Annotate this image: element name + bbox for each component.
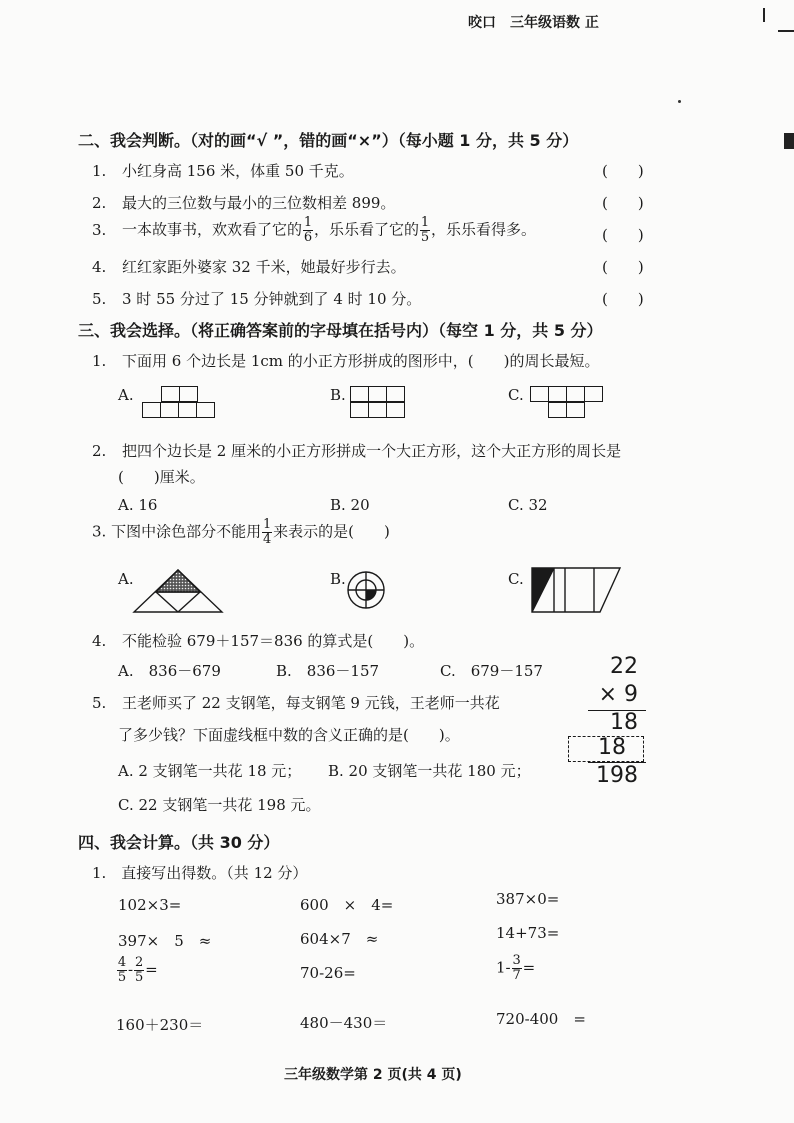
option-b: B. 20 [330,496,370,514]
scan-dot [678,100,681,103]
fraction: $\frac{2}{5}$ [134,955,144,985]
calc-item: 14+73= [496,924,560,942]
calc-multiplier: × 9 [598,682,638,707]
section2-title: 二、我会判断。（对的画“√ ”，错的画“×”）（每小题 1 分，共 5 分） [78,131,579,150]
circle-figure-b [346,570,386,610]
calc-item: 387×0= [496,890,560,908]
calc-item: 70-26= [300,964,356,982]
calc-item: 397× 5 ≈ [118,932,212,950]
calc-result: 198 [596,763,638,788]
section3-title: 三、我会选择。（将正确答案前的字母填在括号内）（每空 1 分，共 5 分） [78,321,603,340]
scan-mark [763,8,765,22]
judge-item-2: 2. 最大的三位数与最小的三位数相差 899。 [92,194,396,212]
option-b-label: B. [330,386,346,404]
scan-mark [778,30,794,32]
option-a-label: A. [118,570,134,588]
calc-item: 604×7 ≈ [300,930,379,948]
calc-item: 160＋230＝ [116,1016,204,1034]
option-c: C. 679－157 [440,662,543,680]
calc-item: 720-400 = [496,1010,586,1028]
choice-q2: 2. 把四个边长是 2 厘米的小正方形拼成一个大正方形，这个大正方形的周长是 [92,442,622,460]
option-a-label: A. [118,386,134,404]
calc-item: 480－430＝ [300,1014,388,1032]
option-c-label: C. [508,386,524,404]
shape-c-six-squares [530,386,610,420]
fraction: $\frac{3}{7}$ [512,953,521,983]
scan-mark [784,133,794,149]
calc-item-fraction: $\frac{4}{5}$ - $\frac{2}{5}$ = [117,955,158,985]
judge-item-4: 4. 红红家距外婆家 32 千米，她最好步行去。 [92,258,406,276]
choice-q4: 4. 不能检验 679＋157＝836 的算式是( )。 [92,632,425,650]
calc-item-fraction: 1- $\frac{3}{7}$ = [496,953,536,983]
option-a: A. 16 [118,496,158,514]
answer-blank-4[interactable]: ( ) [602,258,644,276]
answer-blank-2[interactable]: ( ) [602,194,644,212]
option-a: A. 2 支钢笔一共花 18 元； [118,762,302,780]
calc-partial-1: 18 [610,710,638,735]
choice-q5-line2: 了多少钱？下面虚线框中数的含义正确的是( )。 [118,726,460,744]
option-c: C. 22 支钢笔一共花 198 元。 [118,796,321,814]
calc-item: 102×3= [118,896,182,914]
option-a: A. 836－679 [118,662,221,680]
calc-multiplicand: 22 [610,654,638,679]
choice-q1: 1. 下面用 6 个边长是 1cm 的小正方形拼成的图形中，( )的周长最短。 [92,352,600,370]
calc-item: 600 × 4= [300,896,394,914]
shape-a-six-squares [142,386,218,420]
option-b-label: B. [330,570,346,588]
parallelogram-figure-c [530,566,624,614]
judge-item-5: 5. 3 时 55 分过了 15 分钟就到了 4 时 10 分。 [92,290,422,308]
option-b: B. 836－157 [276,662,380,680]
header-title: 咬口 三年级语数 正 [468,15,599,31]
section4-sub1: 1. 直接写出得数。（共 12 分） [92,864,308,882]
choice-q3: 3. 下图中涂色部分不能用 $\frac{1}{4}$ 来表示的是( ) [92,517,390,547]
option-c-label: C. [508,570,524,588]
section4-title: 四、我会计算。（共 30 分） [78,833,280,852]
shape-b-six-squares [350,386,408,420]
choice-q5: 5. 王老师买了 22 支钢笔，每支钢笔 9 元钱，王老师一共花 [92,694,500,712]
judge-item-1: 1. 小红身高 156 米，体重 50 千克。 [92,162,354,180]
judge-item-3: 3. 一本故事书，欢欢看了它的 $\frac{1}{6}$ ，乐乐看了它的 $\frac{1}{5}$ ，乐乐看得多。 [92,215,537,245]
triangle-figure-a [130,566,226,614]
fraction: $\frac{1}{5}$ [420,215,430,245]
fraction: $\frac{4}{5}$ [117,955,127,985]
choice-q2-line2: ( )厘米。 [118,468,205,486]
answer-blank-3[interactable]: ( ) [602,226,644,244]
option-b: B. 20 支钢笔一共花 180 元； [328,762,531,780]
answer-blank-5[interactable]: ( ) [602,290,644,308]
page-footer: 三年级数学第 2 页(共 4 页) [284,1067,462,1083]
fraction: $\frac{1}{4}$ [262,517,272,547]
fraction: $\frac{1}{6}$ [303,215,313,245]
option-c: C. 32 [508,496,548,514]
answer-blank-1[interactable]: ( ) [602,162,644,180]
calc-partial-2: 18 [598,735,626,760]
